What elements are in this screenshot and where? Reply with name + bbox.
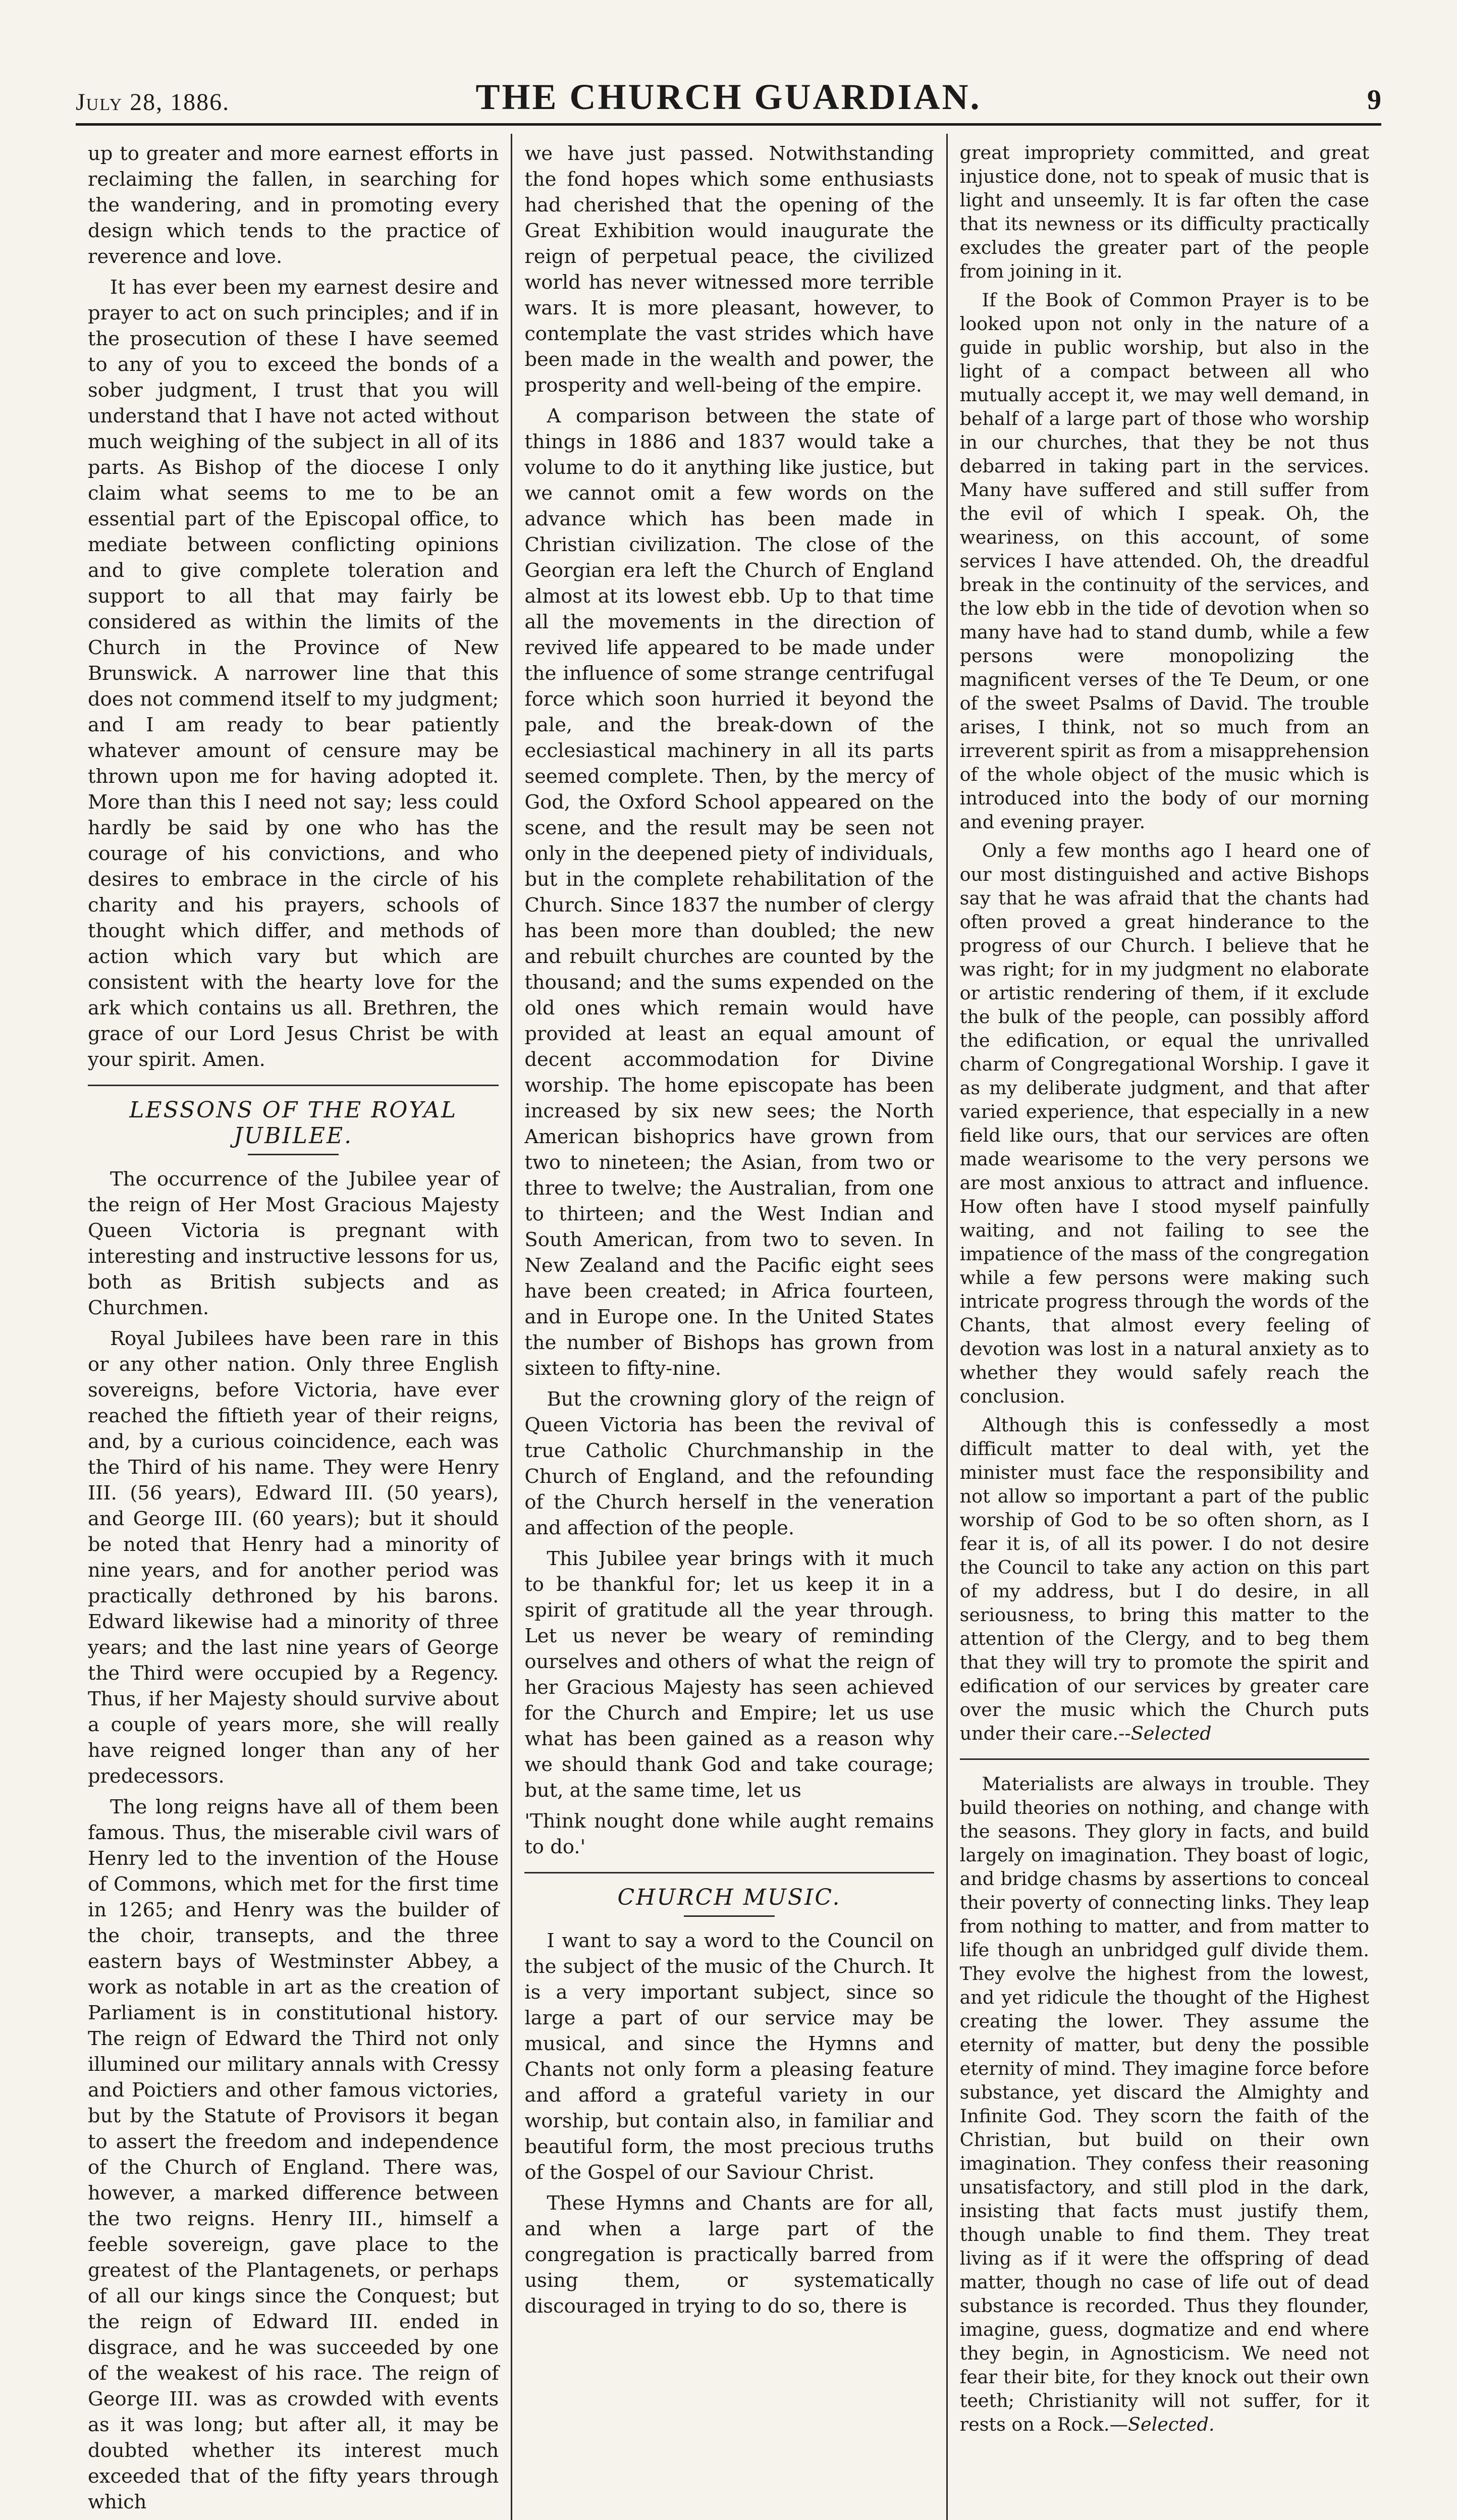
paragraph [960, 1413, 1369, 1745]
quote-line: 'Think nought done while aught remains to do.' [524, 1810, 934, 1858]
paragraph: up to greater and more earnest efforts in reclaiming the fallen, in searching for the wandering, and in promoting every design which tends to the practice of reverence and love. [88, 142, 499, 268]
signature: Selected. [1128, 2414, 1215, 2435]
paragraph-text: Although this is confessedly a most difficult matter to deal with, yet the minister must face the responsibility and not allow so important a part of the public worship of God to be so often shorn, as I fear it is, of all its power. I do not desire the Council to take any action on this part of my address, but I do desire, in all seriousness, to bring this matter to the attention of the Clergy, and to beg them that they will try to promote the spirit and edification of our services by greater care over the music which the Church puts under their care.-- [959, 1414, 1369, 1744]
paragraph: The occurrence of the Jubilee year of the reign of Her Most Gracious Majesty Queen Victoria is pregnant with interesting and instructive lessons for us, both as British subjects and as Churchmen. [88, 1168, 499, 1319]
paragraph: It has ever been my earnest desire and prayer to act on such principles; and if in the prosecution of these I have seemed to any of you to exceed the bonds of a sober judgment, I trust that you will understand that I have not acted without much weighing of the subject in all of its parts. As Bishop of the diocese I only claim what seems to me to be an essential part of the Episcopal office, to mediate between conflicting opinions and to give complete toleration and support to all that may fairly be considered as within the limits of the Church in the Province of New Brunswick. A narrower line that this does not commend itself to my judgment; and I am ready to bear patiently whatever amount of censure may be thrown upon me for having adopted it. More than this I need not say; less could hardly be said by one who has the courage of his convictions, and who desires to embrace in the circle of his charity and his prayers, schools of thought which differ, and methods of action which vary but which are consistent with the hearty love for the ark which contains us all. Brethren, the grace of our Lord Jesus Christ be with your spirit. Amen. [88, 276, 499, 1071]
paragraph: But the crowning glory of the reign of Queen Victoria has been the revival of true Catholic Churchmanship in the Church of England, and the refounding of the Church herself in the veneration and affection of the people. [524, 1388, 934, 1539]
paragraph: I want to say a word to the Council on the subject of the music of the Church. It is a very important subject, since so large a part of our service may be musical, and since the Hymns and Chants not only form a pleasing feature and afford a grateful variety in our worship, but contain also, in familiar and beautiful form, the most precious truths of the Gospel of our Saviour Christ. [524, 1929, 934, 2184]
article-heading: CHURCH MUSIC. [524, 1872, 934, 1910]
paragraph: Only a few months ago I heard one of our most distinguished and active Bishops say that he was afraid that the chants had often proved a great hinderance to the progress of our Church. I believe that he was right; for in my judgment no elaborate or artistic rendering of them, if it exclude the bulk of the people, can possibly afford the edification, or equal the unrivalled charm of Congregational Worship. I gave it as my deliberate judgment, and that after varied experience, that especially in a new field like ours, that our services are often made wearisome to the very persons we are most anxious to attract and influence. How often have I stood myself painfully waiting, and not failing to see the impatience of the mass of the congregation while a few persons were making such intricate progress through the words of the Chants, that almost every feeling of devotion was lost in a natural anxiety as to whether they would safely reach the conclusion. [959, 840, 1369, 1407]
column-3 [946, 134, 1381, 2520]
paragraph: This Jubilee year brings with it much to be thankful for; let us keep it in a spirit of gratitude all the year through. Let us never be weary of reminding ourselves and others of what the reign of her Gracious Majesty has seen achieved for the Church and Empire; let us use what has been gained as a reason why we should thank God and take courage; but, at the same time, let us [524, 1547, 934, 1802]
paragraph: If the Book of Common Prayer is to be looked upon not only in the nature of a guide in public worship, but also in the light of a compact between all who mutually accept it, we may well demand, in behalf of a large part of those who worship in our churches, that they be not thus debarred in taking part in the services. Many have suffered and still suffer from the evil of which I speak. Oh, the weariness, on this account, of some services I have attended. Oh, the dreadful break in the continuity of the services, and the low ebb in the tide of devotion when so many have had to stand dumb, while a few persons were monopolizing the magnificent verses of the Te Deum, or one of the sweet Psalms of David. The trouble arises, I think, not so much from an irreverent spirit as from a misapprehension of the whole object of the music which is introduced into the body of our morning and evening prayer. [959, 289, 1369, 833]
issue-date: July 28, 1886. [76, 89, 230, 116]
signature: Selected [1130, 1723, 1212, 1744]
paragraph: A comparison between the state of things in 1886 and 1837 would take a volume to do it anything like justice, but we cannot omit a few words on the advance which has been made in Christian civilization. The close of the Georgian era left the Church of England almost at its lowest ebb. Up to that time all the movements in the direction of revived life appeared to be made under the influence of some strange centrifugal force which soon hurried it beyond the pale, and the break-down of the ecclesiastical machinery in all its parts seemed complete. Then, by the mercy of God, the Oxford School appeared on the scene, and the result may be seen not only in the deepened piety of individuals, but in the complete rehabilitation of the Church. Since 1837 the number of clergy has been more than doubled; the new and rebuilt churches are counted by the thousand; and the sums expended on the old ones which remain would have provided at least an equal amount of decent accommodation for Divine worship. The home episcopate has been increased by six new sees; the North American bishoprics have grown from two to nineteen; the Asian, from two or three to twelve; the Australian, from one to thirteen; and the West Indian and South American, from two to seven. In New Zealand and the Pacific eight sees have been created; in Africa fourteen, and in Europe one. In the United States the number of Bishops has grown from sixteen to fifty-nine. [524, 405, 934, 1380]
article-columns [76, 134, 1381, 2513]
paragraph: The long reigns have all of them been famous. Thus, the miserable civil wars of Henry led to the invention of the House of Commons, which met for the first time in 1265; and Henry was the builder of the choir, transepts, and the three eastern bays of Westminster Abbey, a work as notable in art as the creation of Parliament is in constitutional history. The reign of Edward the Third not only illumined our military annals with Cressy and Poictiers and other famous victories, but by the Statute of Provisors it began to assert the freedom and independence of the Church of England. There was, however, a marked difference between the two reigns. Henry III., himself a feeble sovereign, gave place to the greatest of the Plantagenets, or perhaps of all our kings since the Conquest; but the reign of Edward III. ended in disgrace, and he was succeeded by one of the weakest of his race. The reign of George III. was as crowded with events as it was long; but after all, it may be doubted whether its interest much exceeded that of the fifty years through which [88, 1796, 499, 2513]
paragraph: Royal Jubilees have been rare in this or any other nation. Only three English sovereigns, before Victoria, have ever reached the fiftieth year of their reigns, and, by a curious coincidence, each was the Third of his name. They were Henry III. (56 years), Edward III. (50 years), and George III. (60 years); but it should be noted that Henry had a minority of nine years, and for another period was practically dethroned by his barons. Edward likewise had a minority of three years; and the last nine years of George the Third were occupied by a Regency. Thus, if her Majesty should survive about a couple of years more, she will really have reigned longer than any of her predecessors. [88, 1327, 499, 1788]
article-heading: LESSONS OF THE ROYAL JUBILEE. [88, 1085, 499, 1149]
masthead [76, 71, 1381, 126]
heading-rule [684, 1915, 775, 1917]
newspaper-title: THE CHURCH GUARDIAN. [475, 77, 982, 117]
section-divider [960, 1758, 1369, 1760]
paragraph [960, 1772, 1369, 2436]
paragraph: we have just passed. Notwithstanding the fond hopes which some enthusiasts had cherished that the opening of the Great Exhibition would inaugurate the reign of perpetual peace, the civilized world has never witnessed more terrible wars. It is more pleasant, however, to contemplate the vast strides which have been made in the wealth and power, the prosperity and well-being of the empire. [524, 142, 934, 397]
paragraph-text: Materialists are always in trouble. They build theories on nothing, and change with the seasons. They glory in facts, and build largely on imagination. They boast of logic, and bridge chasms by assertions to conceal their poverty of connecting links. They leap from nothing to matter, and from matter to life though an unbridged gulf divide them. They evolve the highest from the lowest, and yet ridicule the thought of the Highest creating the lower. They assume the eternity of matter, but deny the possible eternity of mind. They imagine force before substance, yet discard the Almighty and Infinite God. They scorn the faith of the Christian, but build on their own imagination. They confess their reasoning unsatisfactory, and still plod in the dark, insisting that facts must justify them, though unable to find them. They treat living as if it were the offspring of dead matter, though no case of life out of dead substance is recorded. Thus they flounder, imagine, guess, dogmatize and end where they begin, in Agnosticism. We need not fear their bite, for they knock out their own teeth; Christianity will not suffer, for it rests on a Rock.— [959, 1773, 1369, 2435]
paragraph: great impropriety committed, and great injustice done, not to speak of music that is light and unseemly. It is far often the case that its newness or its difficulty practically excludes the greater part of the people from joining in it. [959, 142, 1369, 282]
column-2 [511, 134, 946, 2520]
column-1 [76, 134, 511, 2520]
paragraph: These Hymns and Chants are for all, and when a large part of the congregation is practically barred from using them, or systematically discouraged in trying to do so, there is [524, 2192, 934, 2318]
heading-rule [248, 1154, 339, 1155]
page-number: 9 [1367, 84, 1381, 116]
